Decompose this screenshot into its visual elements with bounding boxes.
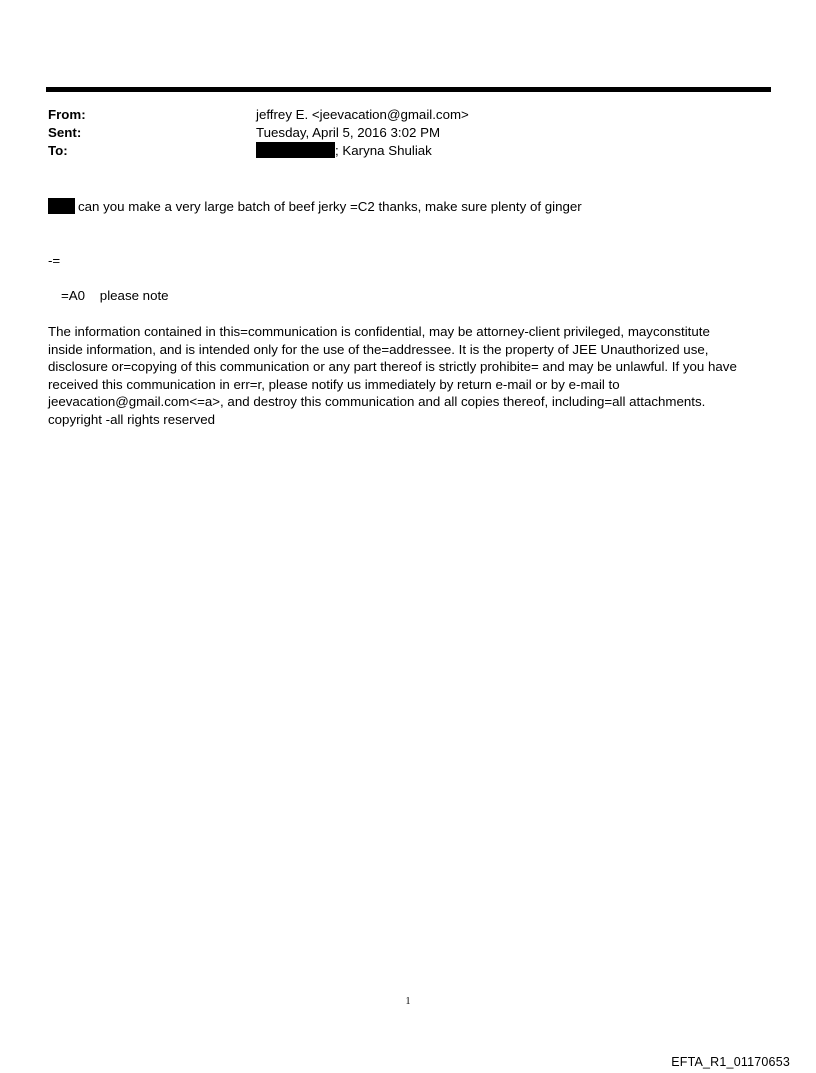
to-value: ; Karyna Shuliak bbox=[335, 143, 432, 158]
sent-row bbox=[48, 124, 768, 142]
message-text: can you make a very large batch of beef jerky =C2 thanks, make sure plenty of ginger bbox=[78, 199, 582, 214]
disclaimer-line: The information contained in this=communication is confidential, may be attorney-client privileged, mayconstitute bbox=[48, 324, 710, 339]
sent-label: Sent: bbox=[48, 125, 82, 140]
from-label: From: bbox=[48, 107, 86, 122]
from-row bbox=[48, 106, 768, 124]
from-value: jeffrey E. <jeevacation@gmail.com> bbox=[256, 107, 469, 122]
redaction-block bbox=[48, 198, 75, 214]
header-rule bbox=[46, 87, 771, 92]
redaction-block bbox=[256, 142, 335, 158]
sent-value: Tuesday, April 5, 2016 3:02 PM bbox=[256, 125, 441, 140]
disclaimer-line: disclosure or=copying of this communication or any part thereof is strictly prohibite= and may be unlawful. If you have bbox=[48, 359, 737, 374]
to-label: To: bbox=[48, 143, 68, 158]
document-id: EFTA_R1_01170653 bbox=[671, 1055, 790, 1069]
disclaimer-line: copyright -all rights reserved bbox=[48, 411, 216, 427]
to-row bbox=[48, 142, 768, 160]
message-line bbox=[48, 198, 582, 216]
disclaimer-line: inside information, and is intended only for the use of the=addressee. It is the property of JEE Unauthorized use, bbox=[48, 341, 709, 357]
dash-line: -= bbox=[48, 253, 61, 268]
to-value-wrap bbox=[256, 142, 432, 160]
disclaimer-line: jeevacation@gmail.com<=a>, and destroy this communication and all copies thereof, including=all attachments. bbox=[48, 394, 706, 409]
disclaimer-line: received this communication in err=r, please notify us immediately by return e-mail or by e-mail to bbox=[48, 376, 620, 392]
note-line: =A0 please note bbox=[61, 288, 169, 303]
confidentiality-disclaimer bbox=[48, 323, 760, 428]
page-number: 1 bbox=[405, 996, 411, 1007]
email-header bbox=[48, 106, 768, 160]
